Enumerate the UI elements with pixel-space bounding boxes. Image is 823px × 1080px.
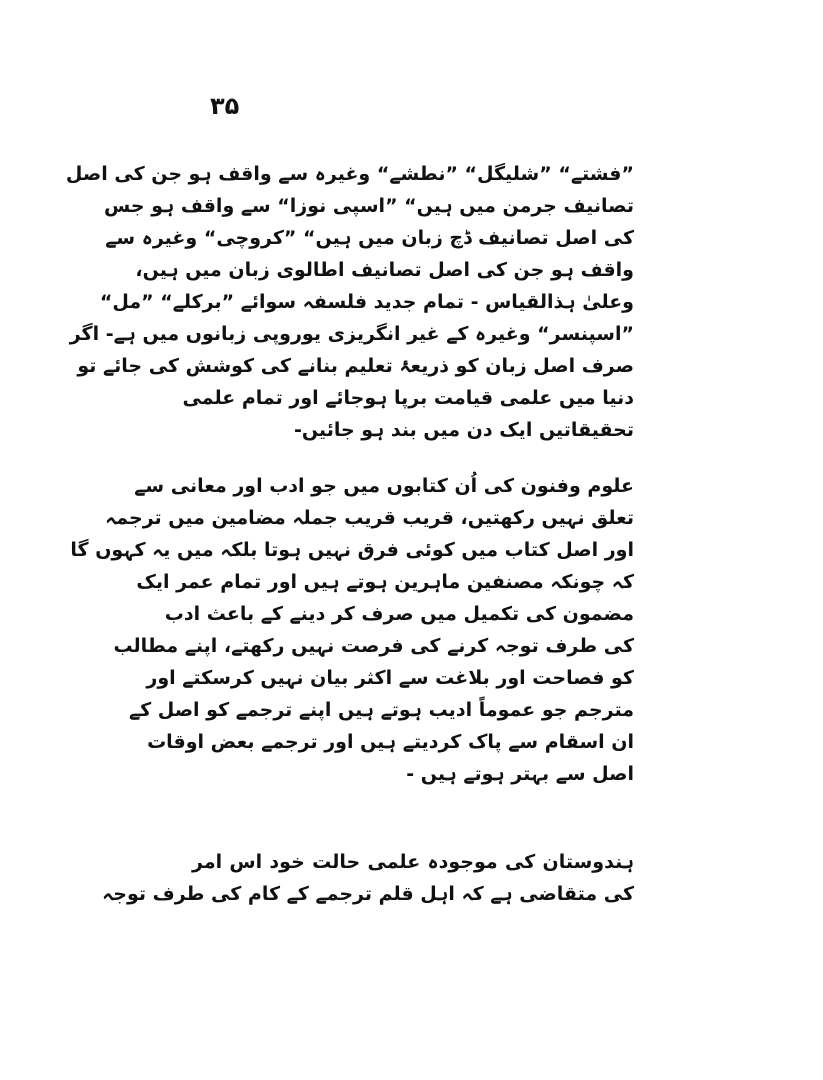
text-line: تعلق نہیں رکھتیں، قریب قریب جملہ مضامین میں ترجمہ bbox=[105, 507, 634, 529]
text-line: واقف ہو جن کی اصل تصانیف اطالوی زبان میں ہیں، bbox=[135, 259, 634, 281]
paragraph-1 bbox=[65, 158, 634, 446]
text-line: ”فشتے“ ”شلیگل“ ”نطشے“ وغیرہ سے واقف ہو جن کی اصل bbox=[65, 163, 634, 185]
text-line: صرف اصل زبان کو ذریعۂ تعلیم بنانے کی کوشش کی جائے تو bbox=[77, 355, 634, 377]
text-line: دنیا میں علمی قیامت برپا ہوجائے اور تمام علمی bbox=[182, 387, 634, 409]
page-number: ۳۵ bbox=[210, 92, 240, 120]
text-line: وعلیٰ ہذالقیاس - تمام جدید فلسفہ سوائے ”برکلے“ ”مل“ bbox=[99, 291, 634, 313]
text-line: کی اصل تصانیف ڈچ زبان میں ہیں“ ”کروچی“ وغیرہ سے bbox=[105, 227, 634, 249]
text-line: مترجم جو عموماً ادیب ہوتے ہیں اپنے ترجمے کو اصل کے bbox=[128, 699, 634, 721]
text-line: مضمون کی تکمیل میں صرف کر دینے کے باعث ادب bbox=[164, 603, 634, 625]
text-line: ان اسقام سے پاک کردیتے ہیں اور ترجمے بعض اوقات bbox=[147, 731, 634, 753]
text-line: کو فصاحت اور بلاغت سے اکثر بیان نہیں کرسکتے اور bbox=[146, 667, 634, 689]
text-line: علوم وفنون کی اُن کتابوں میں جو ادب اور معانی سے bbox=[134, 475, 634, 497]
text-line: کی طرف توجہ کرنے کی فرصت نہیں رکھتے، اپنے مطالب bbox=[113, 635, 634, 657]
text-line: کہ چونکہ مصنفین ماہرین ہوتے ہیں اور تمام عمر ایک bbox=[136, 571, 634, 593]
text-line: ہندوستان کی موجودہ علمی حالت خود اس امر bbox=[192, 851, 634, 873]
paragraph-2 bbox=[70, 470, 634, 790]
text-line: ”اسپنسر“ وغیرہ کے غیر انگریزی یوروپی زبانوں میں ہے- اگر bbox=[69, 323, 634, 345]
text-line: اور اصل کتاب میں کوئی فرق نہیں ہوتا بلکہ میں یہ کہوں گا bbox=[70, 539, 634, 561]
text-line: اصل سے بہتر ہوتے ہیں - bbox=[406, 763, 634, 785]
text-line: تحقیقاتیں ایک دن میں بند ہو جائیں- bbox=[293, 419, 634, 441]
text-line: تصانیف جرمن میں ہیں“ ”اسپی نوزا“ سے واقف ہو جس bbox=[104, 195, 634, 217]
paragraph-3 bbox=[102, 846, 634, 910]
text-line: کی متقاضی ہے کہ اہل قلم ترجمے کے کام کی طرف توجہ bbox=[102, 883, 634, 905]
